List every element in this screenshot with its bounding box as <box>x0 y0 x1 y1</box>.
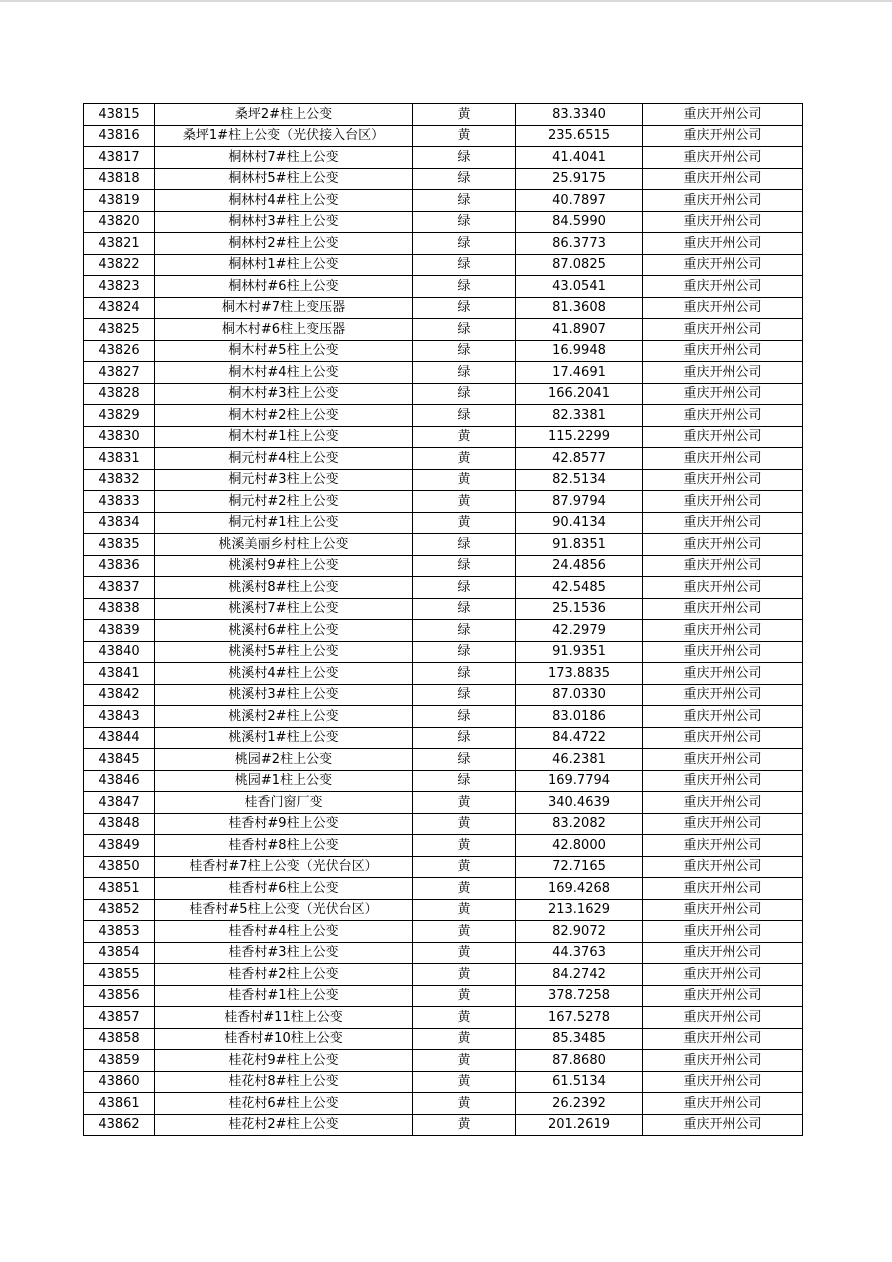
row-value-cell: 169.4268 <box>516 878 643 900</box>
row-id-cell: 43845 <box>84 749 155 771</box>
row-id-cell: 43854 <box>84 942 155 964</box>
row-id-cell: 43826 <box>84 340 155 362</box>
row-value-cell: 82.3381 <box>516 405 643 427</box>
row-company-cell: 重庆开州公司 <box>643 1093 803 1115</box>
row-company-cell: 重庆开州公司 <box>643 985 803 1007</box>
row-value-cell: 26.2392 <box>516 1093 643 1115</box>
row-company-cell: 重庆开州公司 <box>643 1071 803 1093</box>
row-id-cell: 43834 <box>84 512 155 534</box>
row-status-cell: 黄 <box>413 964 516 986</box>
row-value-cell: 91.9351 <box>516 641 643 663</box>
row-company-cell: 重庆开州公司 <box>643 1028 803 1050</box>
row-status-cell: 绿 <box>413 362 516 384</box>
row-id-cell: 43855 <box>84 964 155 986</box>
table-row <box>84 125 803 147</box>
row-id-cell: 43849 <box>84 835 155 857</box>
row-id-cell: 43831 <box>84 448 155 470</box>
row-company-cell: 重庆开州公司 <box>643 383 803 405</box>
row-name-cell: 桂香门窗厂变 <box>155 792 413 814</box>
row-value-cell: 82.5134 <box>516 469 643 491</box>
row-company-cell: 重庆开州公司 <box>643 512 803 534</box>
row-name-cell: 桂香村#6柱上公变 <box>155 878 413 900</box>
row-name-cell: 桐木村#4柱上公变 <box>155 362 413 384</box>
row-status-cell: 黄 <box>413 491 516 513</box>
row-id-cell: 43822 <box>84 254 155 276</box>
row-value-cell: 84.4722 <box>516 727 643 749</box>
row-id-cell: 43857 <box>84 1007 155 1029</box>
table-row <box>84 1114 803 1136</box>
table-row <box>84 813 803 835</box>
row-name-cell: 桃溪美丽乡村柱上公变 <box>155 534 413 556</box>
row-company-cell: 重庆开州公司 <box>643 598 803 620</box>
row-value-cell: 201.2619 <box>516 1114 643 1136</box>
row-id-cell: 43837 <box>84 577 155 599</box>
row-id-cell: 43835 <box>84 534 155 556</box>
row-status-cell: 绿 <box>413 383 516 405</box>
table-row <box>84 1028 803 1050</box>
row-id-cell: 43841 <box>84 663 155 685</box>
row-id-cell: 43830 <box>84 426 155 448</box>
row-status-cell: 绿 <box>413 190 516 212</box>
table-row <box>84 534 803 556</box>
row-name-cell: 桃园#2柱上公变 <box>155 749 413 771</box>
row-value-cell: 42.8000 <box>516 835 643 857</box>
row-company-cell: 重庆开州公司 <box>643 125 803 147</box>
row-value-cell: 40.7897 <box>516 190 643 212</box>
row-value-cell: 44.3763 <box>516 942 643 964</box>
row-company-cell: 重庆开州公司 <box>643 469 803 491</box>
row-status-cell: 黄 <box>413 426 516 448</box>
table-row <box>84 942 803 964</box>
row-id-cell: 43832 <box>84 469 155 491</box>
table-row <box>84 684 803 706</box>
row-company-cell: 重庆开州公司 <box>643 727 803 749</box>
row-name-cell: 桐元村#1柱上公变 <box>155 512 413 534</box>
table-row <box>84 878 803 900</box>
row-id-cell: 43833 <box>84 491 155 513</box>
table-row <box>84 340 803 362</box>
row-status-cell: 黄 <box>413 512 516 534</box>
row-company-cell: 重庆开州公司 <box>643 233 803 255</box>
row-value-cell: 84.5990 <box>516 211 643 233</box>
table-row <box>84 319 803 341</box>
row-value-cell: 83.3340 <box>516 104 643 126</box>
row-value-cell: 61.5134 <box>516 1071 643 1093</box>
row-name-cell: 桐元村#2柱上公变 <box>155 491 413 513</box>
row-value-cell: 17.4691 <box>516 362 643 384</box>
row-value-cell: 91.8351 <box>516 534 643 556</box>
row-name-cell: 桂花村2#柱上公变 <box>155 1114 413 1136</box>
row-status-cell: 黄 <box>413 448 516 470</box>
row-id-cell: 43816 <box>84 125 155 147</box>
row-id-cell: 43856 <box>84 985 155 1007</box>
row-name-cell: 桐木村#6柱上变压器 <box>155 319 413 341</box>
row-status-cell: 黄 <box>413 125 516 147</box>
table-row <box>84 168 803 190</box>
table-row <box>84 749 803 771</box>
row-status-cell: 黄 <box>413 813 516 835</box>
row-company-cell: 重庆开州公司 <box>643 749 803 771</box>
table-row <box>84 147 803 169</box>
table-row <box>84 362 803 384</box>
row-id-cell: 43838 <box>84 598 155 620</box>
table-row <box>84 706 803 728</box>
row-id-cell: 43824 <box>84 297 155 319</box>
row-status-cell: 黄 <box>413 104 516 126</box>
table-row <box>84 835 803 857</box>
row-value-cell: 24.4856 <box>516 555 643 577</box>
row-name-cell: 桂香村#2柱上公变 <box>155 964 413 986</box>
table-row <box>84 233 803 255</box>
row-company-cell: 重庆开州公司 <box>643 792 803 814</box>
row-company-cell: 重庆开州公司 <box>643 1050 803 1072</box>
row-name-cell: 桃溪村7#柱上公变 <box>155 598 413 620</box>
table-row <box>84 641 803 663</box>
row-status-cell: 绿 <box>413 297 516 319</box>
row-value-cell: 82.9072 <box>516 921 643 943</box>
row-status-cell: 绿 <box>413 211 516 233</box>
row-name-cell: 桂香村#4柱上公变 <box>155 921 413 943</box>
row-name-cell: 桐林村5#柱上公变 <box>155 168 413 190</box>
row-value-cell: 42.5485 <box>516 577 643 599</box>
row-company-cell: 重庆开州公司 <box>643 340 803 362</box>
row-status-cell: 黄 <box>413 835 516 857</box>
row-id-cell: 43852 <box>84 899 155 921</box>
table-row <box>84 276 803 298</box>
row-name-cell: 桐林村2#柱上公变 <box>155 233 413 255</box>
row-id-cell: 43858 <box>84 1028 155 1050</box>
row-company-cell: 重庆开州公司 <box>643 899 803 921</box>
row-company-cell: 重庆开州公司 <box>643 577 803 599</box>
row-name-cell: 桂香村#5柱上公变（光伏台区） <box>155 899 413 921</box>
row-company-cell: 重庆开州公司 <box>643 706 803 728</box>
row-company-cell: 重庆开州公司 <box>643 856 803 878</box>
row-status-cell: 绿 <box>413 147 516 169</box>
row-company-cell: 重庆开州公司 <box>643 921 803 943</box>
row-company-cell: 重庆开州公司 <box>643 663 803 685</box>
row-value-cell: 41.8907 <box>516 319 643 341</box>
table-row <box>84 620 803 642</box>
row-status-cell: 黄 <box>413 469 516 491</box>
row-id-cell: 43818 <box>84 168 155 190</box>
table-row <box>84 856 803 878</box>
table-row <box>84 254 803 276</box>
row-name-cell: 桑坪2#柱上公变 <box>155 104 413 126</box>
row-name-cell: 桃溪村1#柱上公变 <box>155 727 413 749</box>
row-id-cell: 43829 <box>84 405 155 427</box>
table-row <box>84 921 803 943</box>
table-row <box>84 727 803 749</box>
row-id-cell: 43827 <box>84 362 155 384</box>
row-id-cell: 43859 <box>84 1050 155 1072</box>
row-company-cell: 重庆开州公司 <box>643 405 803 427</box>
row-status-cell: 绿 <box>413 641 516 663</box>
row-company-cell: 重庆开州公司 <box>643 147 803 169</box>
row-id-cell: 43844 <box>84 727 155 749</box>
row-name-cell: 桃园#1柱上公变 <box>155 770 413 792</box>
row-name-cell: 桐林村#6柱上公变 <box>155 276 413 298</box>
row-id-cell: 43846 <box>84 770 155 792</box>
row-value-cell: 83.2082 <box>516 813 643 835</box>
table-row <box>84 426 803 448</box>
row-value-cell: 378.7258 <box>516 985 643 1007</box>
row-name-cell: 桐林村4#柱上公变 <box>155 190 413 212</box>
row-id-cell: 43823 <box>84 276 155 298</box>
row-value-cell: 86.3773 <box>516 233 643 255</box>
row-name-cell: 桂香村#7柱上公变（光伏台区） <box>155 856 413 878</box>
row-status-cell: 绿 <box>413 706 516 728</box>
row-company-cell: 重庆开州公司 <box>643 684 803 706</box>
row-name-cell: 桃溪村4#柱上公变 <box>155 663 413 685</box>
row-company-cell: 重庆开州公司 <box>643 770 803 792</box>
row-company-cell: 重庆开州公司 <box>643 555 803 577</box>
table-row <box>84 383 803 405</box>
table-row <box>84 512 803 534</box>
row-status-cell: 绿 <box>413 405 516 427</box>
table-row <box>84 297 803 319</box>
row-id-cell: 43853 <box>84 921 155 943</box>
row-status-cell: 绿 <box>413 577 516 599</box>
row-status-cell: 绿 <box>413 555 516 577</box>
row-name-cell: 桐林村1#柱上公变 <box>155 254 413 276</box>
table-row <box>84 663 803 685</box>
row-company-cell: 重庆开州公司 <box>643 1114 803 1136</box>
table-row <box>84 104 803 126</box>
row-status-cell: 绿 <box>413 727 516 749</box>
row-value-cell: 83.0186 <box>516 706 643 728</box>
row-id-cell: 43815 <box>84 104 155 126</box>
table-row <box>84 211 803 233</box>
row-name-cell: 桂花村9#柱上公变 <box>155 1050 413 1072</box>
row-id-cell: 43847 <box>84 792 155 814</box>
row-name-cell: 桂花村8#柱上公变 <box>155 1071 413 1093</box>
row-status-cell: 绿 <box>413 340 516 362</box>
row-company-cell: 重庆开州公司 <box>643 448 803 470</box>
row-value-cell: 25.1536 <box>516 598 643 620</box>
row-value-cell: 72.7165 <box>516 856 643 878</box>
row-company-cell: 重庆开州公司 <box>643 835 803 857</box>
table-row <box>84 1007 803 1029</box>
row-value-cell: 235.6515 <box>516 125 643 147</box>
row-value-cell: 90.4134 <box>516 512 643 534</box>
row-id-cell: 43821 <box>84 233 155 255</box>
row-company-cell: 重庆开州公司 <box>643 426 803 448</box>
row-name-cell: 桂香村#8柱上公变 <box>155 835 413 857</box>
row-value-cell: 87.0825 <box>516 254 643 276</box>
page-top-edge <box>0 0 892 2</box>
row-status-cell: 黄 <box>413 1050 516 1072</box>
row-name-cell: 桐元村#4柱上公变 <box>155 448 413 470</box>
row-name-cell: 桂香村#3柱上公变 <box>155 942 413 964</box>
row-name-cell: 桃溪村8#柱上公变 <box>155 577 413 599</box>
row-name-cell: 桑坪1#柱上公变（光伏接入台区） <box>155 125 413 147</box>
row-value-cell: 85.3485 <box>516 1028 643 1050</box>
row-status-cell: 绿 <box>413 749 516 771</box>
table-row <box>84 577 803 599</box>
row-name-cell: 桐木村#3柱上公变 <box>155 383 413 405</box>
row-status-cell: 绿 <box>413 534 516 556</box>
row-value-cell: 87.8680 <box>516 1050 643 1072</box>
row-status-cell: 黄 <box>413 1093 516 1115</box>
row-status-cell: 黄 <box>413 1071 516 1093</box>
row-company-cell: 重庆开州公司 <box>643 254 803 276</box>
row-status-cell: 绿 <box>413 598 516 620</box>
row-value-cell: 166.2041 <box>516 383 643 405</box>
row-name-cell: 桃溪村6#柱上公变 <box>155 620 413 642</box>
row-name-cell: 桂花村6#柱上公变 <box>155 1093 413 1115</box>
row-status-cell: 黄 <box>413 1028 516 1050</box>
row-id-cell: 43842 <box>84 684 155 706</box>
row-id-cell: 43839 <box>84 620 155 642</box>
row-company-cell: 重庆开州公司 <box>643 190 803 212</box>
row-id-cell: 43819 <box>84 190 155 212</box>
row-name-cell: 桐木村#1柱上公变 <box>155 426 413 448</box>
row-name-cell: 桐林村3#柱上公变 <box>155 211 413 233</box>
row-status-cell: 绿 <box>413 233 516 255</box>
table-row <box>84 1050 803 1072</box>
row-status-cell: 绿 <box>413 663 516 685</box>
row-status-cell: 黄 <box>413 792 516 814</box>
row-company-cell: 重庆开州公司 <box>643 491 803 513</box>
row-value-cell: 81.3608 <box>516 297 643 319</box>
row-status-cell: 绿 <box>413 684 516 706</box>
row-company-cell: 重庆开州公司 <box>643 878 803 900</box>
row-status-cell: 绿 <box>413 276 516 298</box>
row-name-cell: 桂香村#10柱上公变 <box>155 1028 413 1050</box>
row-name-cell: 桐木村#2柱上公变 <box>155 405 413 427</box>
row-id-cell: 43848 <box>84 813 155 835</box>
row-name-cell: 桂香村#11柱上公变 <box>155 1007 413 1029</box>
row-id-cell: 43836 <box>84 555 155 577</box>
row-status-cell: 绿 <box>413 168 516 190</box>
row-value-cell: 42.8577 <box>516 448 643 470</box>
row-value-cell: 213.1629 <box>516 899 643 921</box>
row-id-cell: 43850 <box>84 856 155 878</box>
row-name-cell: 桃溪村2#柱上公变 <box>155 706 413 728</box>
row-company-cell: 重庆开州公司 <box>643 168 803 190</box>
table-row <box>84 491 803 513</box>
row-company-cell: 重庆开州公司 <box>643 942 803 964</box>
row-name-cell: 桂香村#1柱上公变 <box>155 985 413 1007</box>
row-company-cell: 重庆开州公司 <box>643 1007 803 1029</box>
row-value-cell: 169.7794 <box>516 770 643 792</box>
row-value-cell: 87.9794 <box>516 491 643 513</box>
row-company-cell: 重庆开州公司 <box>643 964 803 986</box>
row-status-cell: 黄 <box>413 985 516 1007</box>
table-row <box>84 555 803 577</box>
table-row <box>84 1071 803 1093</box>
row-status-cell: 黄 <box>413 1114 516 1136</box>
row-id-cell: 43828 <box>84 383 155 405</box>
table-row <box>84 598 803 620</box>
row-value-cell: 115.2299 <box>516 426 643 448</box>
row-name-cell: 桃溪村5#柱上公变 <box>155 641 413 663</box>
row-company-cell: 重庆开州公司 <box>643 104 803 126</box>
row-name-cell: 桐木村#7柱上变压器 <box>155 297 413 319</box>
row-name-cell: 桂香村#9柱上公变 <box>155 813 413 835</box>
table-row <box>84 792 803 814</box>
row-company-cell: 重庆开州公司 <box>643 297 803 319</box>
row-name-cell: 桐林村7#柱上公变 <box>155 147 413 169</box>
row-company-cell: 重庆开州公司 <box>643 276 803 298</box>
table-row <box>84 964 803 986</box>
table-row <box>84 1093 803 1115</box>
row-company-cell: 重庆开州公司 <box>643 813 803 835</box>
row-value-cell: 167.5278 <box>516 1007 643 1029</box>
row-status-cell: 绿 <box>413 770 516 792</box>
row-id-cell: 43840 <box>84 641 155 663</box>
row-id-cell: 43861 <box>84 1093 155 1115</box>
table-row <box>84 448 803 470</box>
table-row <box>84 405 803 427</box>
row-id-cell: 43851 <box>84 878 155 900</box>
table-row <box>84 899 803 921</box>
table-row <box>84 985 803 1007</box>
row-name-cell: 桃溪村9#柱上公变 <box>155 555 413 577</box>
row-id-cell: 43820 <box>84 211 155 233</box>
row-id-cell: 43860 <box>84 1071 155 1093</box>
row-value-cell: 46.2381 <box>516 749 643 771</box>
row-status-cell: 绿 <box>413 254 516 276</box>
table-row <box>84 770 803 792</box>
row-status-cell: 黄 <box>413 856 516 878</box>
row-value-cell: 84.2742 <box>516 964 643 986</box>
row-id-cell: 43817 <box>84 147 155 169</box>
table-row <box>84 190 803 212</box>
row-company-cell: 重庆开州公司 <box>643 620 803 642</box>
row-value-cell: 173.8835 <box>516 663 643 685</box>
row-value-cell: 41.4041 <box>516 147 643 169</box>
row-id-cell: 43825 <box>84 319 155 341</box>
table-body <box>84 104 803 1136</box>
row-status-cell: 黄 <box>413 878 516 900</box>
row-name-cell: 桐元村#3柱上公变 <box>155 469 413 491</box>
row-status-cell: 黄 <box>413 942 516 964</box>
row-company-cell: 重庆开州公司 <box>643 319 803 341</box>
row-name-cell: 桃溪村3#柱上公变 <box>155 684 413 706</box>
row-name-cell: 桐木村#5柱上公变 <box>155 340 413 362</box>
row-id-cell: 43843 <box>84 706 155 728</box>
row-company-cell: 重庆开州公司 <box>643 641 803 663</box>
row-id-cell: 43862 <box>84 1114 155 1136</box>
row-value-cell: 16.9948 <box>516 340 643 362</box>
row-company-cell: 重庆开州公司 <box>643 362 803 384</box>
row-status-cell: 黄 <box>413 921 516 943</box>
transformer-table <box>83 103 803 1136</box>
row-status-cell: 黄 <box>413 899 516 921</box>
row-value-cell: 43.0541 <box>516 276 643 298</box>
row-value-cell: 25.9175 <box>516 168 643 190</box>
row-status-cell: 黄 <box>413 1007 516 1029</box>
row-status-cell: 绿 <box>413 319 516 341</box>
row-company-cell: 重庆开州公司 <box>643 534 803 556</box>
row-company-cell: 重庆开州公司 <box>643 211 803 233</box>
row-value-cell: 42.2979 <box>516 620 643 642</box>
table-row <box>84 469 803 491</box>
row-value-cell: 87.0330 <box>516 684 643 706</box>
row-status-cell: 绿 <box>413 620 516 642</box>
row-value-cell: 340.4639 <box>516 792 643 814</box>
